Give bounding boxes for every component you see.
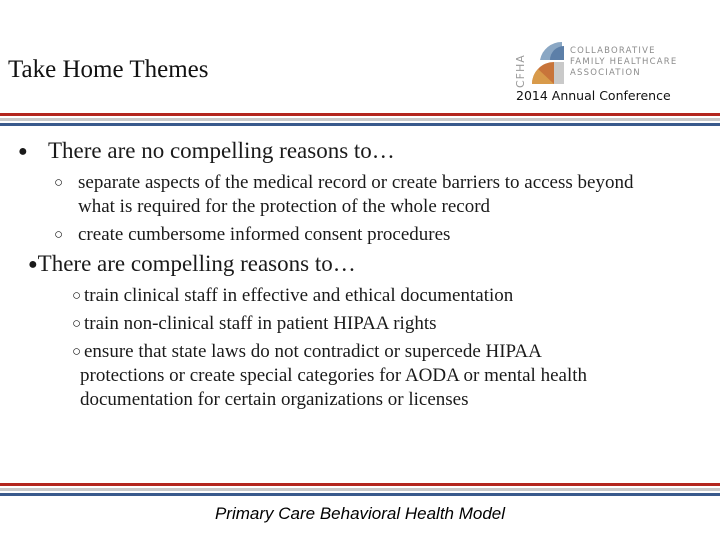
bullet-icon: ● — [18, 143, 28, 160]
sub-bullet-text: train non-clinical staff in patient HIPAA rights — [84, 313, 437, 334]
bullet-icon: ● — [28, 256, 38, 273]
logo-line: COLLABORATIVE — [570, 46, 656, 56]
logo-line: ASSOCIATION — [570, 68, 641, 78]
logo-wordmark — [570, 46, 677, 79]
bullet-text: There are no compelling reasons to… — [48, 138, 395, 163]
logo-line: FAMILY HEALTHCARE — [570, 57, 678, 67]
circle-bullet-icon: ○ — [54, 175, 64, 191]
bullet-item — [28, 251, 356, 278]
sub-bullet-text: create cumbersome informed consent procedures — [78, 224, 451, 245]
circle-bullet-icon: ○ — [72, 316, 82, 332]
sub-bullet-continuation: protections or create special categories for AODA or mental health documentation for certain organizations or licenses — [80, 365, 587, 410]
footer-text: Primary Care Behavioral Health Model — [214, 504, 506, 523]
conference-label: 2014 Annual Conference — [516, 88, 671, 103]
sub-bullet-text: train clinical staff in effective and ethical documentation — [84, 285, 514, 306]
cfha-logo-mark — [510, 38, 570, 90]
bullet-item — [18, 138, 395, 165]
slide-title: Take Home Themes — [8, 56, 209, 83]
circle-bullet-icon: ○ — [72, 344, 82, 360]
sub-bullet-item — [72, 312, 692, 336]
sub-bullet-item — [72, 284, 692, 308]
bullet-text: There are compelling reasons to… — [37, 251, 356, 276]
circle-bullet-icon: ○ — [72, 288, 82, 304]
sub-bullet-text: ensure that state laws do not contradict or supercede HIPAA — [84, 341, 542, 362]
header-divider — [0, 113, 720, 126]
footer-divider — [0, 483, 720, 496]
sub-bullet-item — [54, 223, 674, 247]
circle-bullet-icon: ○ — [54, 227, 64, 243]
sub-bullet-item — [54, 171, 674, 219]
svg-text:CFHA: CFHA — [514, 54, 527, 88]
sub-bullet-text: separate aspects of the medical record or create barriers to access beyond what is required for the protection of the whole record — [78, 172, 634, 217]
sub-bullet-item — [72, 340, 692, 412]
